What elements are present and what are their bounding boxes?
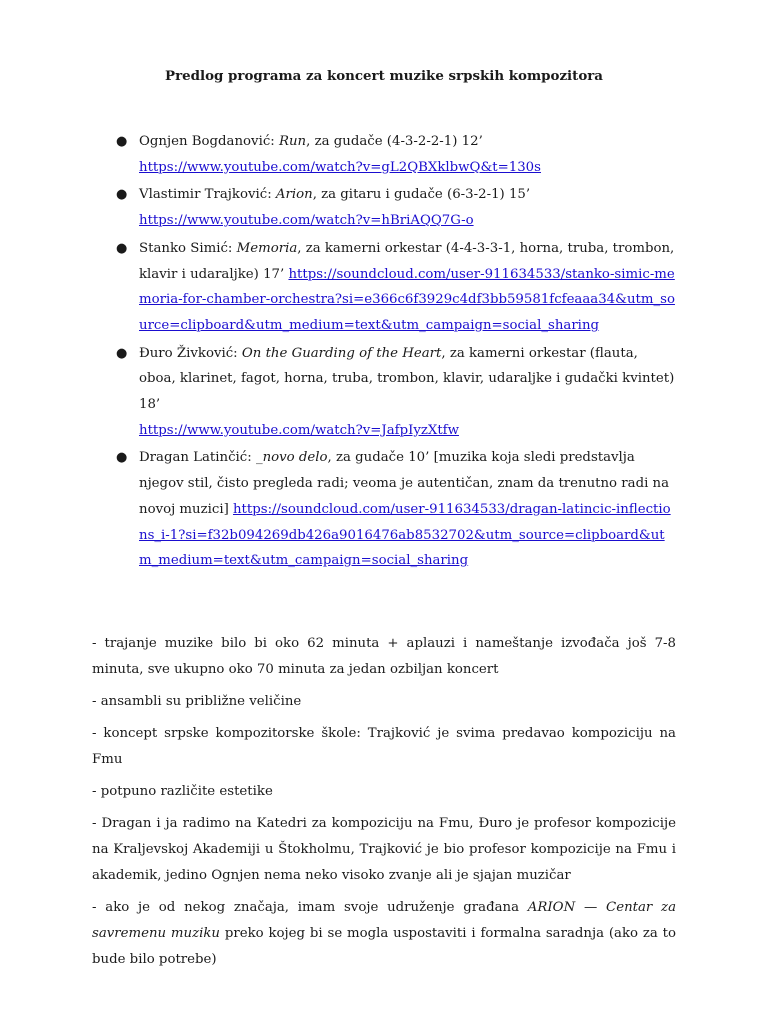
bullet-icon: ● — [116, 450, 128, 466]
list-item-latincic — [92, 445, 676, 574]
composer-name: Stanko Simić: — [139, 240, 237, 256]
recording-link[interactable]: https://soundcloud.com/user-911634533/dragan-latincic-inflections_i-1?si=f32b094269db426a9016476ab8532702&utm_source=clipboard&utm_medium=text&utm_campaign=social_sharing — [139, 501, 671, 569]
work-details: , za kamerni orkestar (flauta, oboa, klarinet, fagot, horna, truba, trombon, klavir, udaraljke i gudački kvintet) 18’ — [139, 345, 675, 413]
work-title: novo delo — [262, 450, 328, 466]
note-association — [92, 895, 676, 973]
recording-link[interactable]: https://www.youtube.com/watch?v=hBriAQQ7G-o — [139, 213, 474, 229]
note-duration: - trajanje muzike bilo bi oko 62 minuta + aplauzi i nameštanje izvođača još 7-8 minuta, sve ukupno oko 70 minuta za jedan ozbiljan koncert — [92, 636, 676, 677]
association-name: ARION — Centar za savremenu muziku — [92, 900, 676, 941]
composer-name: Dragan Latinčić: _ — [139, 450, 263, 466]
work-details: , za gudače (4-3-2-2-1) 12’ — [306, 134, 483, 149]
bullet-icon: ● — [116, 187, 128, 203]
note-association-text: - ako je od nekog značaja, imam svoje udruženje građana — [92, 900, 528, 915]
note-association-tail: preko kojeg bi se mogla uspostaviti i formalna saradnja (ako za to bude bilo potrebe) — [92, 926, 677, 967]
list-item-trajkovic — [92, 182, 676, 233]
note-composers-positions: - Dragan i ja radimo na Katedri za kompoziciju na Fmu, Đuro je profesor kompozicije na Kraljevskoj Akademiji u Štokholmu, Trajković je bio profesor kompozicije na Fmu i akademik, jedino Ognjen nema neko visoko zvanje ali je sjajan muzičar — [92, 816, 676, 883]
notes-section — [92, 631, 676, 979]
composer-name: Đuro Živković: — [139, 345, 242, 361]
work-title: Memoria — [236, 240, 298, 256]
work-title: Arion — [275, 187, 313, 203]
recording-link[interactable]: https://www.youtube.com/watch?v=gL2QBXklbwQ&t=130s — [139, 159, 541, 175]
bullet-icon: ● — [116, 134, 128, 149]
work-details: , za gitaru i gudače (6-3-2-1) 15’ — [312, 187, 531, 203]
work-details: , za kamerni orkestar (4-4-3-3-1, horna, truba, trombon, klavir i udaraljke) 17’ — [139, 240, 675, 282]
note-aesthetics: - potpuno različite estetike — [92, 784, 273, 799]
note-ensembles: - ansambli su približne veličine — [92, 694, 302, 709]
bullet-icon: ● — [116, 345, 128, 361]
list-item-bogdanovic — [92, 129, 676, 180]
note-school-concept: - koncept srpske kompozitorske škole: Trajković je svima predavao kompoziciju na Fmu — [92, 726, 676, 767]
list-item-simic — [92, 236, 676, 339]
work-details: , za gudače 10’ [muzika koja sledi predstavlja njegov stil, čisto pregleda radi; veoma je autentičan, znam da trenutno radi na novoj muzici] — [139, 450, 670, 517]
recording-link[interactable]: https://soundcloud.com/user-911634533/stanko-simic-memoria-for-chamber-orchestra?si=e366c6f3929c4df3bb59581fcfeaaa34&utm_source=clipboard&utm_medium=text&utm_campaign=social_sharing — [139, 266, 675, 333]
program-list — [92, 129, 676, 576]
work-title: Run — [278, 134, 307, 149]
bullet-icon: ● — [116, 240, 128, 256]
list-item-zivkovic — [92, 341, 676, 444]
work-title: On the Guarding of the Heart — [241, 345, 442, 361]
composer-name: Vlastimir Trajković: — [139, 187, 276, 203]
composer-name: Ognjen Bogdanović: — [139, 134, 279, 149]
recording-link[interactable]: https://www.youtube.com/watch?v=JafpIyzXtfw — [139, 422, 459, 438]
page-title: Predlog programa za koncert muzike srpskih kompozitora — [165, 68, 603, 84]
